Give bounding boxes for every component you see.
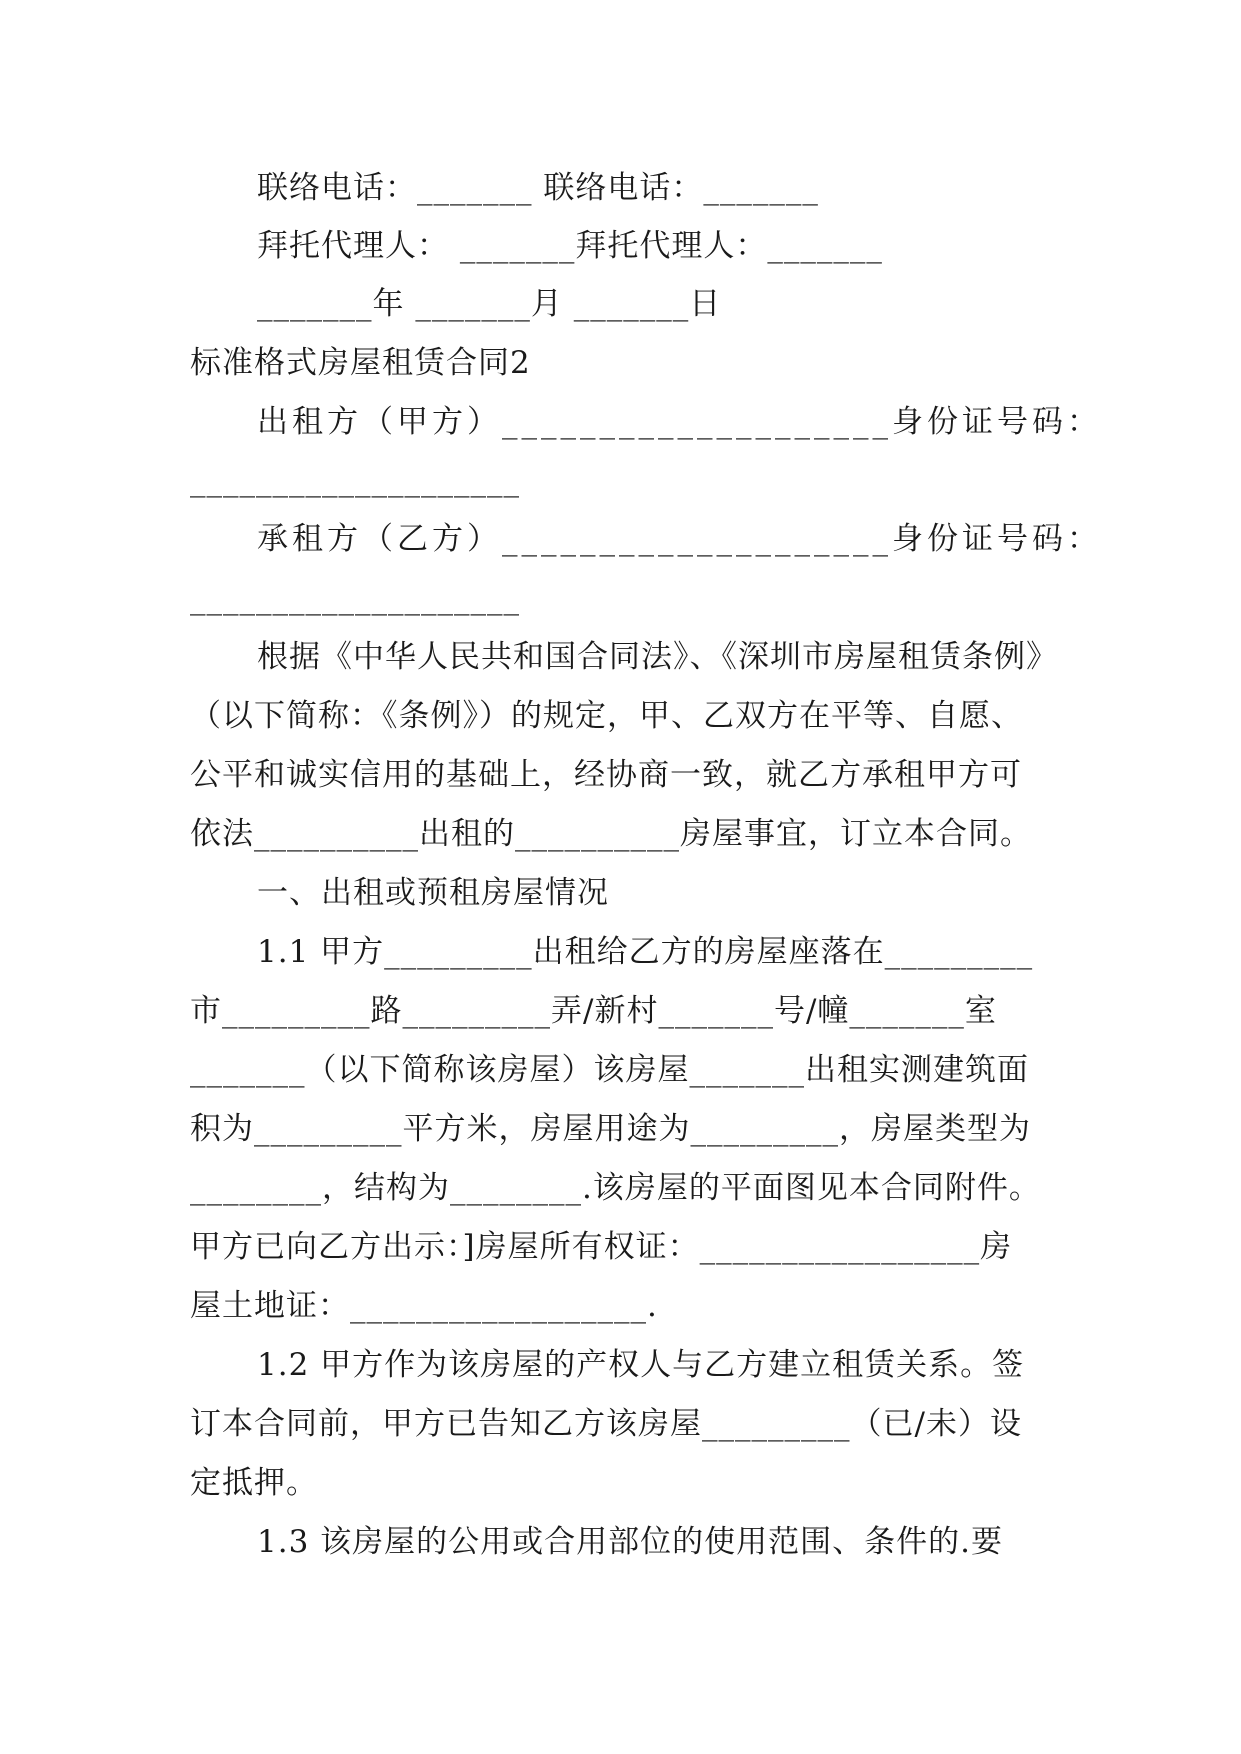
date-line: _______年 _______月 _______日 [257,286,722,322]
preamble-line: 根据《中华人民共和国合同法》、《深圳市房屋租赁条例》 [257,639,1058,675]
preamble-line: 依法__________出租的__________房屋事宜，订立本合同。 [190,816,1032,852]
clause-line: 1.2 甲方作为该房屋的产权人与乙方建立租赁关系。签 [257,1347,1025,1383]
clause-line: 甲方已向乙方出示：]房屋所有权证：_________________房 [190,1229,1013,1265]
clause-line: 1.1 甲方_________出租给乙方的房屋座落在_________ [257,934,1034,970]
lessee-line: 承租方（乙方）____________________身份证号码： [257,521,1102,557]
clause-line: 定抵押。 [190,1465,318,1501]
document-title: 标准格式房屋租赁合同2 [190,345,531,381]
agent-line: 拜托代理人： _______拜托代理人：_______ [257,228,883,264]
preamble-line: 公平和诚实信用的基础上，经协商一致，就乙方承租甲方可 [190,757,1022,793]
section-heading: 一、出租或预租房屋情况 [257,875,609,911]
preamble-line: （以下简称：《条例》）的规定，甲、乙双方在平等、自愿、 [190,698,1023,734]
lessor-id-blank: ____________________ [190,462,520,498]
clause-line: 订本合同前，甲方已告知乙方该房屋_________（已/未）设 [190,1406,1022,1442]
clause-line: 积为_________平方米，房屋用途为_________，房屋类型为 [190,1111,1031,1147]
clause-line: 市_________路_________弄/新村_______号/幢_______室 [190,993,997,1029]
clause-line: 1.3 该房屋的公用或合用部位的使用范围、条件的.要 [257,1524,1004,1560]
clause-line: _______（以下简称该房屋）该房屋_______出租实测建筑面 [190,1052,1029,1088]
lessee-id-blank: ____________________ [190,580,520,616]
lessor-line: 出租方（甲方）____________________身份证号码： [257,404,1102,440]
contact-phone-line: 联络电话：_______ 联络电话：_______ [257,170,819,206]
clause-line: ________，结构为________.该房屋的平面图见本合同附件。 [190,1170,1041,1206]
clause-line: 屋土地证：__________________. [190,1288,658,1324]
